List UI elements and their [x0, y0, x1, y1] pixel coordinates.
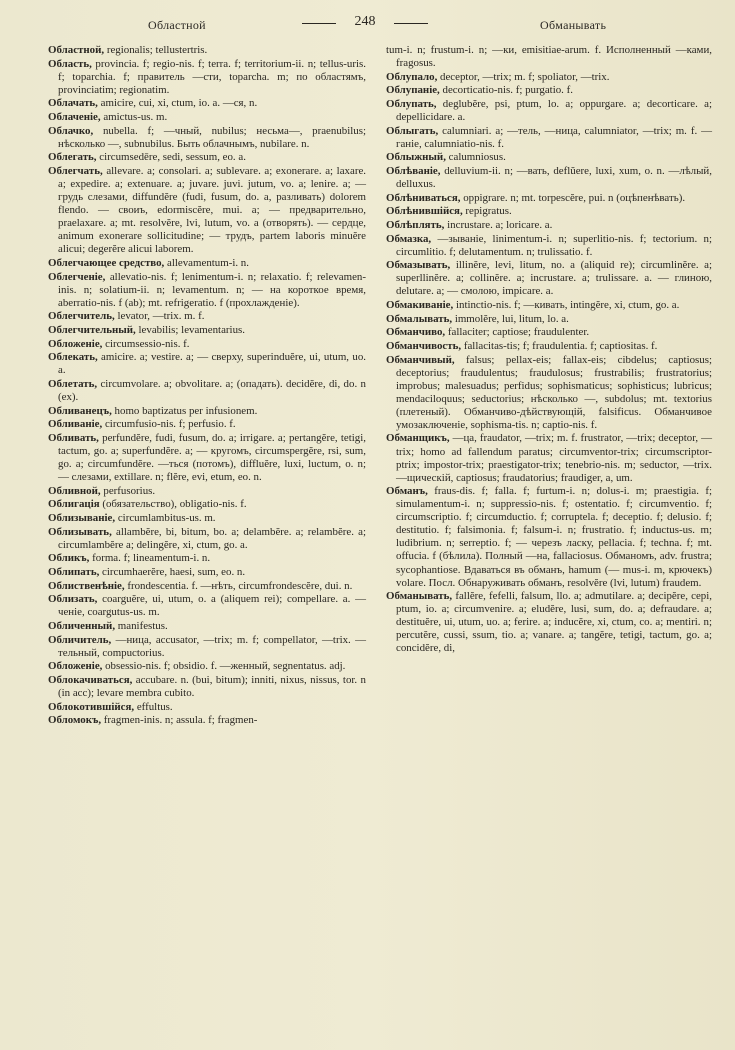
entry-definition: fallaciter; captiose; fraudulenter. [447, 326, 590, 339]
dictionary-entry [386, 485, 712, 589]
dictionary-entry [386, 590, 712, 655]
dictionary-entry [48, 485, 366, 498]
entry-definition: nubella. f; —чный, nubilus; несьма—, praenubilus; нѣсколько —, subnubilus. Быть облачнымъ, nubilare. n. [58, 124, 366, 150]
dictionary-entry [48, 97, 366, 110]
page-header [0, 14, 735, 38]
entry-headword: Обливанецъ, [48, 404, 112, 417]
dictionary-entry [48, 151, 366, 164]
dictionary-entry [386, 354, 712, 432]
dictionary-entry [386, 98, 712, 124]
dictionary-entry [48, 714, 366, 727]
entry-definition: deceptor, —trix; m. f; spoliator, —trix. [440, 70, 610, 83]
entry-definition: calumniari. a; —тель, —ница, calumniator, —trix; m. f. —ганіе, calumniatio-nis. f. [396, 124, 712, 150]
entry-definition: amicire, cui, xi, ctum, io. a. —ся, n. [100, 97, 258, 110]
entry-headword: Обмалывать, [386, 312, 453, 325]
entry-definition: circumlambitus-us. m. [117, 511, 216, 524]
dictionary-entry [48, 512, 366, 525]
dictionary-entry [48, 526, 366, 552]
entry-definition: falsus; pellax-eis; fallax-eis; cibdelus; captiosus; deceptorius; fraudulentus; fraudulosus; frustrabilis; frustratorius; improbus; malesuadus; perfidus; sophismaticus; sophisticus; lubricus; mendaciloquus; seductorius; нѣсколько —, subdolus; mt. textorius (плетеный). Обманчиво-дѣйствующій, falsificus. Обманчивое умозаключеніе, sophisma-tis. n; captio-nis. f. [396, 353, 712, 431]
entry-headword: Обличенный, [48, 619, 116, 632]
dictionary-entry [48, 324, 366, 337]
entry-definition: allevatio-nis. f; lenimentum-i. n; relaxatio. f; relevamen-inis. n; solatium-ii. n; levamentum. n; — на короткое время, aberratio-nis. f (ab); mt. refrigeratio. f (прохлажденіе). [58, 270, 366, 309]
entry-headword: Облыгать, [386, 124, 439, 137]
entry-headword: Облетать, [48, 377, 98, 390]
dictionary-entry [386, 432, 712, 484]
entry-headword: Облыжный, [386, 151, 446, 164]
entry-headword: Облупаніе, [386, 84, 440, 97]
entry-definition: allevare. a; consolari. a; sublevare. a; exonerare. a; laxare. a; expedire. a; extenuare. a; juvare. juvi. jutum, vo. a; lenire. a; — грудь слезами, diffundĕre (fudi, fusum, do. a, разливать) dolorem flendo. — своиъ, edormiscĕre, mui. a; — предварительно, praelaxare. a; mt. resolvĕre, lvi, lutum, vo. a (отворять). — сердце, animum exonerare sollicitudine; — трудъ, partem laboris minuĕre alicui; degerĕre alicui laborem. [58, 164, 366, 256]
entry-headword: Облизывать, [48, 525, 112, 538]
dictionary-entry [386, 340, 712, 353]
entry-definition: calumniosus. [448, 151, 506, 164]
entry-headword: Область, [48, 57, 92, 70]
entry-definition: illinĕre, levi, litum, no. a (aliquid re); circumlinĕre. a; superllinĕre. a; collinĕre. a; incrustare. a; trulissare. a. — глиною, delutare. a; — смолою, impicare. a. [396, 259, 712, 298]
entry-definition: amicire. a; vestire. a; — сверху, superinduĕre, ui, utum, uo. a. [58, 351, 366, 377]
entry-definition: delluvium-ii. n; —вать, deflŭere, luxi, xum, o. n. —лѣлый, delluxus. [396, 164, 712, 191]
entry-definition: circumsessio-nis. f. [105, 337, 190, 350]
entry-headword: Облѣваніе, [386, 164, 441, 177]
dictionary-entry [386, 165, 712, 191]
entry-definition: repigratus. [465, 205, 512, 218]
entry-definition: (обязательство), obligatio-nis. f. [102, 498, 247, 511]
entry-headword: Облѣплять, [386, 218, 445, 231]
entry-definition: regionalis; tellustertris. [106, 44, 208, 56]
entry-headword: Обманчивость, [386, 339, 462, 352]
page-number: 248 [310, 14, 420, 30]
dictionary-entry [386, 219, 712, 232]
dictionary-entry [48, 405, 366, 418]
entry-definition: incrustare. a; loricare. a. [447, 218, 553, 231]
entry-definition: levabilis; levamentarius. [138, 323, 245, 336]
dictionary-entry [386, 44, 712, 70]
dictionary-entry [386, 299, 712, 312]
dictionary-entry [386, 326, 712, 339]
dictionary-entry [386, 84, 712, 97]
dictionary-entry [386, 233, 712, 259]
entry-headword: Облипать, [48, 565, 100, 578]
entry-definition: circumfusio-nis. f; perfusio. f. [104, 418, 236, 431]
entry-definition: amictus-us. m. [103, 111, 168, 124]
entry-headword: Обличитель, [48, 633, 112, 646]
dictionary-entry [48, 620, 366, 633]
entry-headword: Обмакиваніе, [386, 299, 454, 312]
entry-headword: Облѣнившійся, [386, 205, 463, 218]
dictionary-entry [48, 111, 366, 124]
entry-definition: immolĕre, lui, litum, lo. a. [454, 312, 569, 325]
entry-headword: Обманщикъ, [386, 432, 450, 445]
entry-definition: accubare. n. (bui, bitum); inniti, nixus, nissus, tor. n (in acc); levare membra cubito. [58, 673, 366, 699]
entry-headword: Облегчитель, [48, 310, 115, 323]
entry-definition: fallacitas-tis; f; fraudulentia. f; captiositas. f. [463, 339, 658, 352]
entry-headword: Облегать, [48, 151, 97, 164]
dictionary-entry [48, 125, 366, 151]
entry-definition: —ница, accusator, —trix; m. f; compellator, —trix. —тельный, compuctorius. [58, 633, 366, 659]
entry-headword: Облаченіе, [48, 111, 101, 124]
dictionary-entry [48, 378, 366, 404]
entry-definition: tum-i. n; frustum-i. n; —ки, emisitiae-arum. f. Исполненный —ками, fragosus. [386, 44, 712, 70]
dictionary-entry [48, 432, 366, 484]
dictionary-entry [48, 351, 366, 377]
entry-definition: provincia. f; regio-nis. f; terra. f; territorium-ii. n; tellus-uris. f; toparchia. f; правитель —сти, toparcha. m; по областямъ, provinciatim; regionatim. [58, 57, 366, 96]
entry-headword: Обмазка, [386, 232, 432, 245]
entry-definition: —ца, fraudator, —trix; m. f. frustrator, —trix; deceptor, —trix; homo ad fallendum paratus; circumventor-trix; circumscriptor-ptrix; impostor-trix; praestigator-trix; tenebrio-nis. m; seductor, —trix. —щическій, captiosus; fraudatorius; fraudiger, a, um. [396, 432, 712, 484]
entry-headword: Облегчающее средство, [48, 256, 165, 269]
entry-headword: Облегченіе, [48, 270, 106, 283]
entry-headword: Облачко, [48, 124, 94, 137]
dictionary-entry [48, 498, 366, 511]
dictionary-entry [48, 566, 366, 579]
dictionary-entry [48, 257, 366, 270]
dictionary-entry [48, 660, 366, 673]
entry-definition: circumhaerĕre, haesi, sum, eo. n. [102, 565, 246, 578]
dictionary-entry [48, 418, 366, 431]
entry-headword: Обливаніе, [48, 418, 103, 431]
left-column [48, 44, 366, 728]
dictionary-entry [48, 310, 366, 323]
entry-definition: effultus. [136, 700, 173, 713]
right-column [386, 44, 712, 656]
dictionary-entry [386, 259, 712, 298]
entry-headword: Обложеніе, [48, 337, 103, 350]
dictionary-entry [386, 192, 712, 205]
header-left-guide-word: Областной [148, 18, 206, 32]
dictionary-entry [386, 313, 712, 326]
entry-headword: Облупало, [386, 70, 438, 83]
entry-headword: Областной, [48, 44, 105, 56]
entry-headword: Облокотившійся, [48, 700, 135, 713]
entry-definition: perfusorius. [103, 484, 156, 497]
entry-headword: Облекать, [48, 351, 98, 364]
dictionary-entry [386, 71, 712, 84]
dictionary-entry [48, 58, 366, 97]
dictionary-entry [48, 44, 366, 57]
entry-headword: Обломокъ, [48, 714, 102, 727]
header-right-guide-word: Обманывать [540, 18, 607, 32]
entry-headword: Облѣниваться, [386, 191, 461, 204]
entry-definition: circumsedēre, sedi, sessum, eo. a. [99, 151, 246, 164]
entry-definition: allambĕre, bi, bitum, bo. a; delambĕre. a; relambĕre. a; circumlambĕre a; delingĕre, xi, ctum, go. a. [58, 525, 367, 551]
dictionary-entry [48, 674, 366, 700]
entry-headword: Обливной, [48, 484, 101, 497]
entry-definition: manifestus. [117, 619, 168, 632]
dictionary-entry [386, 205, 712, 218]
dictionary-entry [48, 701, 366, 714]
entry-definition: —зываніе, linimentum-i. n; superlitio-nis. f; tectorium. n; circumlitio. f; delutamentum. n; trulissatio. f. [396, 232, 712, 258]
entry-definition: decorticatio-nis. f; purgatio. f. [442, 84, 573, 97]
dictionary-entry [48, 580, 366, 593]
entry-headword: Обманчивый, [386, 353, 455, 366]
entry-headword: Обманчиво, [386, 326, 446, 339]
entry-headword: Обманъ, [386, 485, 428, 498]
entry-definition: coarguĕre, ui, utum, o. a (aliquem rei); compellare. a. —ченіе, coargutus-us. m. [58, 593, 366, 619]
entry-headword: Обманывать, [386, 590, 453, 603]
entry-headword: Облиственѣніе, [48, 579, 125, 592]
entry-definition: perfundĕre, fudi, fusum, do. a; irrigare. a; pertangĕre, tetigi, tactum, go. a; superfundĕre. a; — кругомъ, circumspergĕre, rsi, sum, go. a; circumfundĕre. —тьcя (потомъ), diffluĕre, luxi, luctum, o. n; — слезами, extillare. n; flĕre, evi, etum, eo. n. [58, 431, 366, 483]
entry-definition: frondescentia. f. —нѣть, circumfrondescĕre, dui. n. [127, 579, 353, 592]
dictionary-entry [48, 338, 366, 351]
entry-headword: Облегчать, [48, 164, 103, 177]
dictionary-entry [386, 125, 712, 151]
entry-definition: obsessio-nis. f; obsidio. f. —женный, segnentatus. adj. [105, 660, 346, 673]
entry-headword: Обливать, [48, 431, 99, 444]
entry-definition: intinctio-nis. f; —кивать, intingĕre, xi, ctum, go. a. [455, 299, 680, 312]
entry-headword: Облизать, [48, 593, 98, 606]
entry-definition: deglubĕre, psi, ptum, lo. a; oppurgare. a; decorticare. a; depellicidare. a. [396, 97, 712, 124]
dictionary-entry [386, 151, 712, 164]
dictionary-entry [48, 552, 366, 565]
entry-definition: levator, —trix. m. f. [117, 310, 205, 323]
entry-headword: Обмазывать, [386, 259, 451, 272]
entry-headword: Облизываніе, [48, 511, 116, 524]
entry-headword: Облачать, [48, 97, 98, 110]
entry-definition: fallĕre, fefelli, falsum, llo. a; admutilare. a; decipĕre, cepi, ptum, io. a; circumvenire. a; eludĕre, lusi, sum, do. a; defraudare. a; destituĕre, ui, utum, uo. a; ferire. a; inducĕre, xi, ctum, co. a; mentiri. n; percutĕre, cussi, ssum, tio. a; vanare. a; tangĕre, tetigi, tactum, go. a; concidĕre, di, [396, 590, 712, 655]
entry-definition: circumvolare. a; obvolitare. a; (опадать). decidĕre, di, do. n (ex). [58, 377, 366, 403]
entry-definition: allevamentum-i. n. [167, 256, 249, 269]
entry-definition: forma. f; lineamentum-i. n. [92, 552, 211, 565]
entry-headword: Облокачиваться, [48, 673, 133, 686]
entry-definition: fragmen-inis. n; assula. f; fragmen- [103, 714, 258, 727]
entry-definition: oppigrare. n; mt. torpescĕre, pui. n (оцѣпенѣвать). [463, 191, 686, 204]
entry-headword: Облупать, [386, 97, 437, 110]
entry-headword: Обликъ, [48, 552, 90, 565]
dictionary-entry [48, 634, 366, 660]
dictionary-entry [48, 165, 366, 256]
entry-definition: homo baptizatus per infusionem. [114, 404, 258, 417]
entry-headword: Обложеніе, [48, 660, 103, 673]
entry-definition: fraus-dis. f; falla. f; furtum-i. n; dolus-i. m; praestigia. f; simulamentum-i. n; suppressio-nis. f; ostentatio. f; circumventio. f; circumscriptio. f; circumductio. f; corruptela. f; deceptio. f; delusio. f; destitutio. f; falsimonia. f; falsum-i. n; frustratio. f; inductus-us. m; ludibrium. n; serreptio. f; — черезъ ласку, pellacia. f; techna. f; mt. offucia. f (бѣлила). Полный —на, fallaciosus. Обманомъ, adv. frustra; sycophantiose. Вдаваться въ обманъ, hamum (— mus-i. m, крючекъ) volare. Посл. Обнаруживать обманъ, resolvĕre (lvi, lutum) fraudem. [396, 485, 712, 589]
entry-headword: Облегчительный, [48, 323, 136, 336]
dictionary-entry [48, 271, 366, 310]
entry-headword: Облигація [48, 498, 100, 511]
dictionary-entry [48, 593, 366, 619]
